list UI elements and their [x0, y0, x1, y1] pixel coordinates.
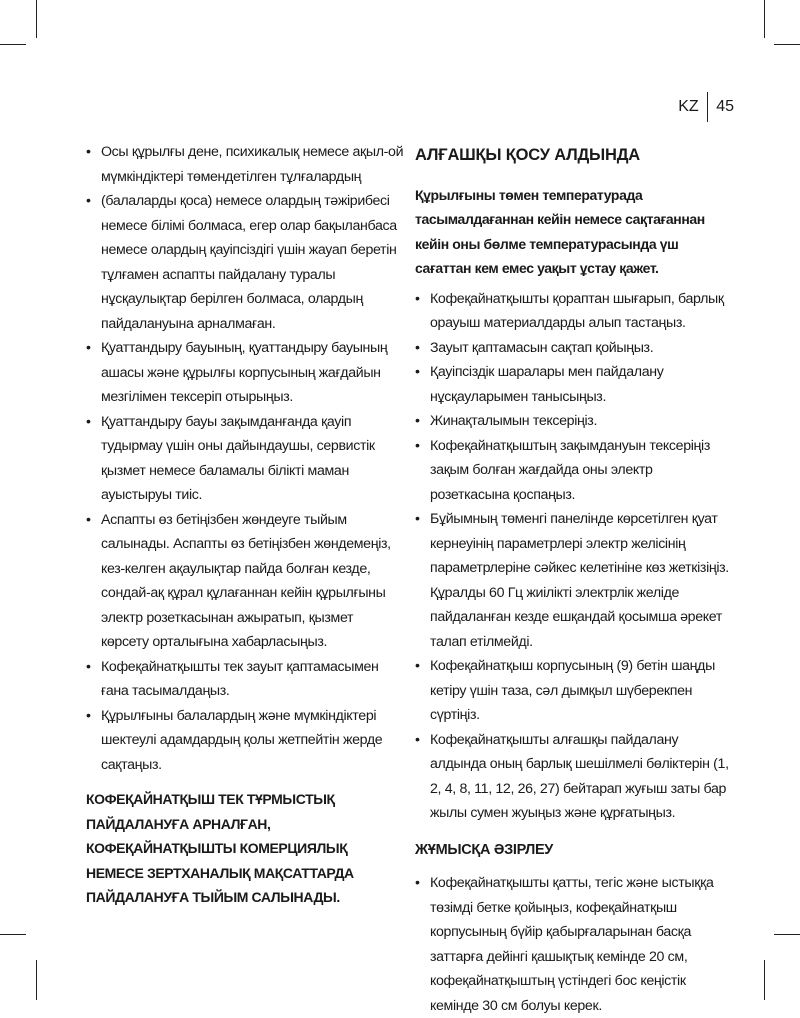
crop-mark: [36, 0, 37, 38]
list-item: • Құрылғыны балалардың және мүмкіндіктері шектеулі адамдардың қолы жетпейтін жерде сақтаңыз.: [86, 704, 404, 778]
section-heading: АЛҒАШҚЫ ҚОСУ АЛДЫНДА: [415, 146, 640, 164]
crop-mark: [0, 44, 26, 45]
crop-mark: [764, 0, 765, 38]
list-item: • Жинақталымын тексеріңіз.: [415, 409, 733, 434]
list-item: • Осы құрылғы дене, психикалық немесе ақыл-ой мүмкіндіктері төмендетілген тұлғалардың: [86, 140, 404, 189]
left-column: [86, 140, 404, 924]
crop-mark: [774, 934, 800, 935]
list-item: • Қуаттандыру бауының, қуаттандыру бауының ашасы және құрылғы корпусының жағдайын мезгілімен тексеріп отырыңыз.: [86, 336, 404, 410]
language-code: KZ: [678, 98, 699, 115]
safety-list: [86, 140, 404, 777]
list-item: • (балаларды қоса) немесе олардың тәжірибесі немесе білімі болмаса, егер олар бақыланбаса немесе олардың қауіпсіздігі үшін жауап беретін тұлғамен аспапты пайдалану туралы нұсқаулықтар берілген болмаса, олардың пайдалануына арналмаған.: [86, 189, 404, 336]
list-item: • Зауыт қаптамасын сақтап қойыңыз.: [415, 336, 733, 361]
list-item: • Кофеқайнатқыштың зақымдануын тексеріңіз зақым болған жағдайда оны электр розеткасына қоспаңыз.: [415, 434, 733, 508]
list-item: • Кофеқайнатқыш корпусының (9) бетін шаңды кетіру үшін таза, сәл дымқыл шүберекпен сүртіңіз.: [415, 654, 733, 728]
crop-mark: [36, 960, 37, 1000]
list-item: • Бұйымның төменгі панелінде көрсетілген қуат кернеуінің параметрлері электр желісінің параметрлеріне сәйкес келетініне көз жеткізіңіз. Құралды 60 Гц жиілікті электрлік желіде пайдаланған кезде ешқандай қосымша әрекет талап етілмейді.: [415, 507, 733, 654]
list-item: • Кофеқайнатқышты қораптан шығарып, барлық орауыш материалдарды алып тастаңыз.: [415, 287, 733, 336]
list-item: • Кофеқайнатқышты алғашқы пайдалану алдында оның барлық шешілмелі бөліктерін (1, 2, 4, 8, 11, 12, 26, 27) бейтарап жуғыш заты бар жылы сумен жуыңыз және құрғатыңыз.: [415, 728, 733, 826]
lead-paragraph: Құрылғыны төмен температурада тасымалдағаннан кейін немесе сақтағаннан кейін оны бөлме температурасында үш сағаттан кем емес уақыт ұстау қажет.: [415, 186, 705, 276]
crop-mark: [764, 960, 765, 1000]
list-item: • Аспапты өз бетіңізбен жөндеуге тыйым салынады. Аспапты өз бетіңізбен жөндемеңіз, кез-келген ақаулықтар пайда болған кезде, сондай-ақ құрал құлағаннан кейін құрылғыны электр розеткасынан ажыратып, қызмет көрсету орталығына хабарласыңыз.: [86, 508, 404, 655]
preparation-list: [415, 871, 733, 1018]
section-heading: ЖҰМЫСҚА ӘЗІРЛЕУ: [415, 841, 554, 858]
list-item: • Қауіпсіздік шаралары мен пайдалану нұсқауларымен танысыңыз.: [415, 360, 733, 409]
list-item: • Қуаттандыру бауы зақымданғанда қауіп тудырмау үшін оны дайындаушы, сервистік қызмет немесе баламалы білікті маман ауыстыруы тиіс.: [86, 410, 404, 508]
crop-mark: [774, 44, 800, 45]
list-item: • Кофеқайнатқышты қатты, тегіс және ыстыққа төзімді бетке қойыңыз, кофеқайнатқыш корпусының бүйір қабырғаларынан басқа заттарға дейінгі қашықтық кемінде 20 см, кофеқайнатқыштың үстіндегі бос кеңістік кемінде 30 см болуы керек.: [415, 871, 733, 1018]
crop-mark: [0, 934, 26, 935]
list-item: • Кофеқайнатқышты тек зауыт қаптамасымен ғана тасымалдаңыз.: [86, 655, 404, 704]
right-column: [415, 140, 733, 1018]
usage-warning: КОФЕҚАЙНАТҚЫШ ТЕК ТҰРМЫСТЫҚ ПАЙДАЛАНУҒА АРНАЛҒАН, КОФЕҚАЙНАТҚЫШТЫ КОМЕРЦИЯЛЫҚ НЕМЕСЕ ЗЕРТХАНАЛЫҚ МАҚСАТТАРДА ПАЙДАЛАНУҒА ТЫЙЫМ САЛЫНАДЫ.: [86, 791, 354, 905]
page-number: 45: [716, 98, 734, 115]
first-use-list: [415, 287, 733, 826]
page-header: [678, 92, 734, 122]
